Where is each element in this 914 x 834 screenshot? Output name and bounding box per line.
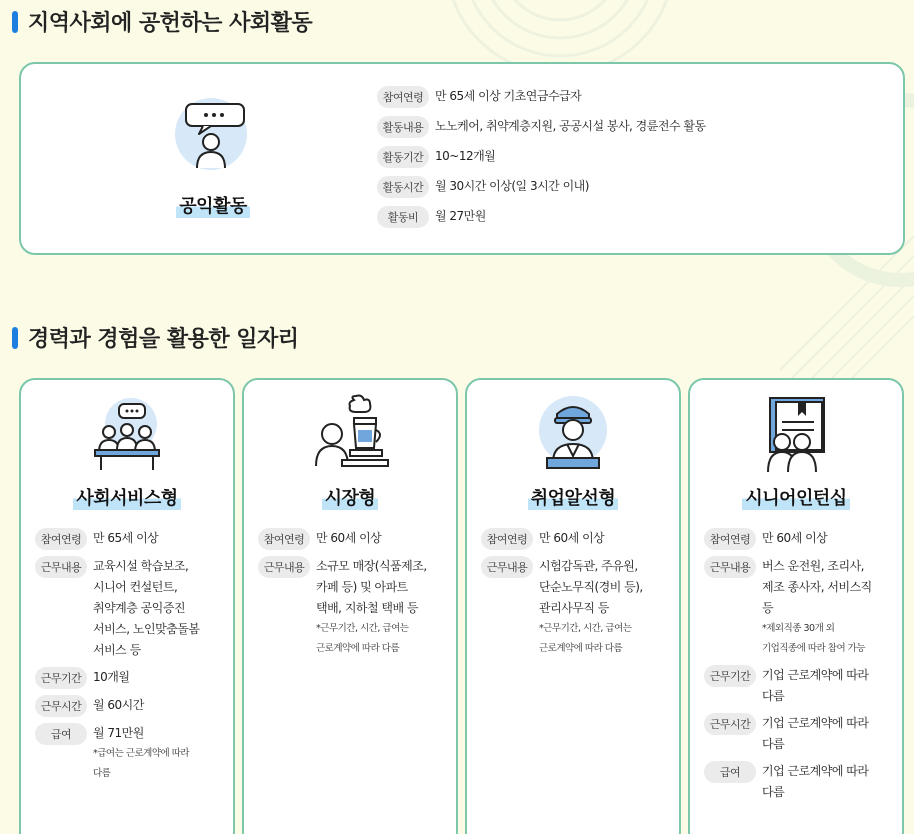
detail-label: 활동내용: [377, 116, 429, 138]
detail-label: 근무기간: [704, 665, 756, 687]
detail-line: 택배, 지하철 택배 등: [316, 601, 418, 615]
detail-line: 제조 종사자, 서비스직: [762, 580, 872, 594]
detail-label: 근무내용: [481, 556, 533, 578]
detail-label: 활동시간: [377, 176, 429, 198]
detail-row: [704, 761, 896, 803]
detail-line: 다름: [762, 689, 785, 703]
detail-label: 참여연령: [481, 528, 533, 550]
title-marker: [12, 327, 18, 349]
detail-label: 참여연령: [258, 528, 310, 550]
detail-note: *제외직종 30개 외: [762, 623, 835, 634]
public-activity-card: [19, 62, 905, 255]
detail-line: 월 71만원: [93, 726, 144, 740]
detail-value: 월 27만원: [435, 209, 486, 223]
detail-row: [481, 556, 673, 659]
job-type-name: 취업알선형: [528, 484, 618, 510]
detail-row: [377, 86, 706, 108]
detail-line: 시험감독관, 주유원,: [539, 559, 638, 573]
activity-name: 공익활동: [176, 192, 250, 218]
detail-label: 참여연령: [704, 528, 756, 550]
detail-row: [35, 723, 227, 784]
detail-label: 활동비: [377, 206, 429, 228]
detail-line: 월 60시간: [93, 698, 144, 712]
job-card-senior-internship: [688, 378, 904, 834]
cafe-worker-icon: [310, 394, 390, 474]
detail-line: 교육시설 학습보조,: [93, 559, 189, 573]
detail-value: 노노케어, 취약계층지원, 공공시설 봉사, 경륜전수 활동: [435, 119, 706, 133]
detail-note: *급여는 근로계약에 따라: [93, 748, 190, 759]
detail-row: [704, 713, 896, 755]
detail-line: 기업 근로계약에 따라: [762, 764, 869, 778]
detail-line: 다름: [762, 737, 785, 751]
title-marker: [12, 11, 18, 33]
detail-label: 근무기간: [35, 667, 87, 689]
detail-line: 버스 운전원, 조리사,: [762, 559, 864, 573]
detail-line: 취약계층 공익증진: [93, 601, 186, 615]
detail-row: [704, 528, 896, 550]
job-type-name: 시니어인턴십: [742, 484, 849, 510]
detail-line: 시니어 컨설턴트,: [93, 580, 178, 594]
detail-label: 근무내용: [704, 556, 756, 578]
detail-line: 만 60세 이상: [316, 531, 382, 545]
detail-row: [377, 176, 706, 198]
security-guard-icon: [533, 394, 613, 474]
detail-label: 근무내용: [258, 556, 310, 578]
detail-label: 참여연령: [35, 528, 87, 550]
job-type-name: 사회서비스형: [73, 484, 180, 510]
detail-row: [377, 206, 706, 228]
detail-row: [35, 556, 227, 661]
detail-line: 단순노무직(경비 등),: [539, 580, 643, 594]
detail-row: [35, 695, 227, 717]
detail-row: [258, 528, 450, 550]
activity-details: [377, 86, 706, 236]
detail-row: [35, 528, 227, 550]
section-title-text: 경력과 경험을 활용한 일자리: [28, 327, 299, 352]
detail-label: 활동기간: [377, 146, 429, 168]
detail-label: 급여: [35, 723, 87, 745]
section-title-community: [12, 6, 312, 37]
detail-note: 다름: [93, 768, 111, 779]
detail-line: 카페 등) 및 아파트: [316, 580, 408, 594]
detail-note: *근무기간, 시간, 급여는: [539, 623, 632, 634]
detail-label: 급여: [704, 761, 756, 783]
detail-row: [481, 528, 673, 550]
detail-label: 참여연령: [377, 86, 429, 108]
section-title-career: [12, 322, 299, 353]
detail-note: 기업직종에 따라 참여 가능: [762, 643, 866, 654]
job-type-name: 시장형: [322, 484, 379, 510]
detail-row: [377, 146, 706, 168]
detail-value: 월 30시간 이상(일 3시간 이내): [435, 179, 589, 193]
detail-note: 근로계약에 따라 다름: [316, 643, 400, 654]
detail-line: 만 65세 이상: [93, 531, 159, 545]
detail-label: 근무시간: [35, 695, 87, 717]
detail-line: 기업 근로계약에 따라: [762, 716, 869, 730]
detail-value: 만 65세 이상 기초연금수급자: [435, 89, 582, 103]
group-meeting-icon: [87, 394, 167, 474]
detail-line: 관리사무직 등: [539, 601, 609, 615]
detail-note: *근무기간, 시간, 급여는: [316, 623, 409, 634]
detail-line: 만 60세 이상: [762, 531, 828, 545]
detail-line: 등: [762, 601, 774, 615]
job-card-social-service: [19, 378, 235, 834]
detail-row: [377, 116, 706, 138]
detail-label: 근무내용: [35, 556, 87, 578]
detail-label: 근무시간: [704, 713, 756, 735]
detail-row: [704, 665, 896, 707]
job-card-placement: [465, 378, 681, 834]
job-card-market: [242, 378, 458, 834]
detail-line: 서비스, 노인맞춤돌봄: [93, 622, 200, 636]
speech-bubble-person-icon: [173, 96, 253, 178]
detail-row: [704, 556, 896, 659]
detail-line: 기업 근로계약에 따라: [762, 668, 869, 682]
section-title-text: 지역사회에 공헌하는 사회활동: [28, 11, 313, 36]
detail-line: 서비스 등: [93, 643, 141, 657]
detail-line: 소규모 매장(식품제조,: [316, 559, 427, 573]
detail-line: 10개월: [93, 670, 130, 684]
detail-row: [258, 556, 450, 659]
detail-value: 10~12개월: [435, 149, 496, 163]
detail-note: 근로계약에 따라 다름: [539, 643, 623, 654]
intern-document-icon: [756, 394, 836, 474]
detail-line: 다름: [762, 785, 785, 799]
detail-line: 만 60세 이상: [539, 531, 605, 545]
detail-row: [35, 667, 227, 689]
